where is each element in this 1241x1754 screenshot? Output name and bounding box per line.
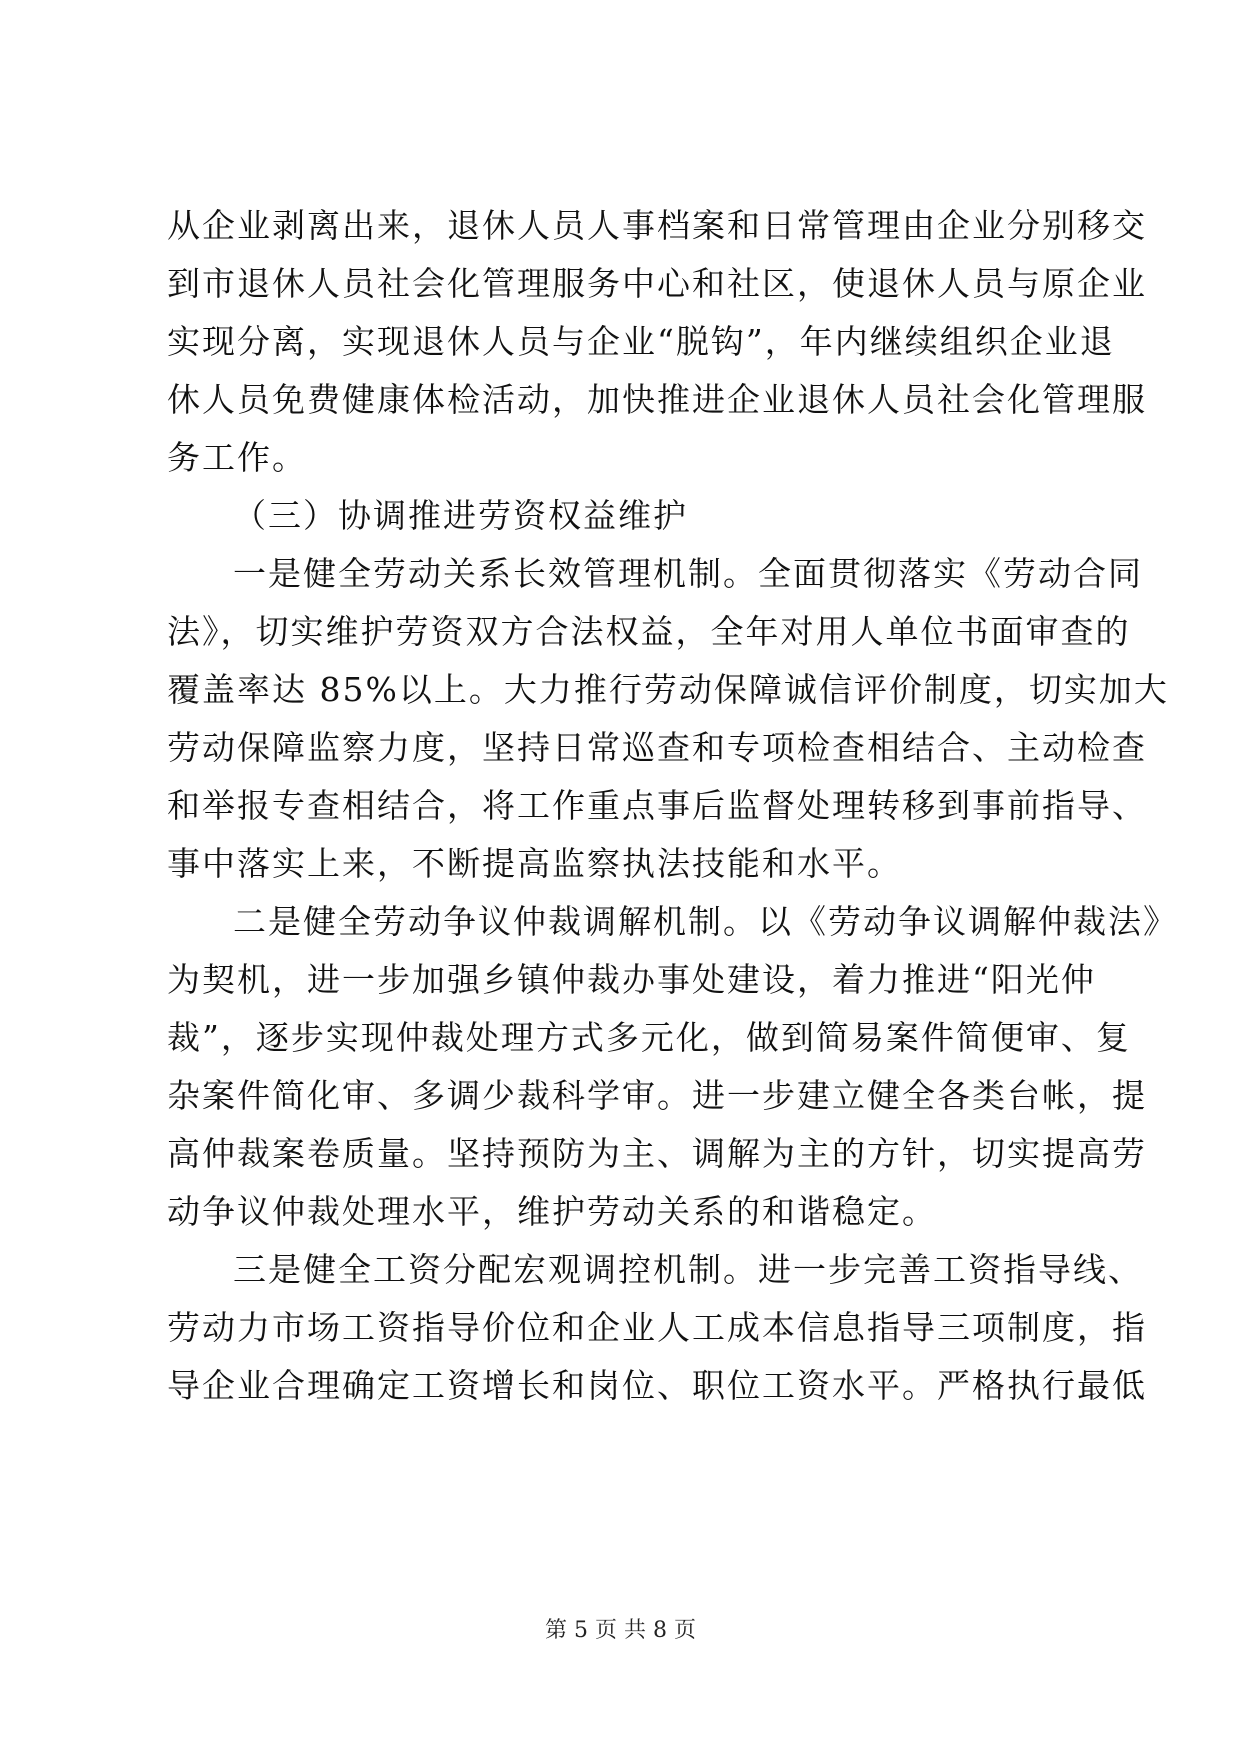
text-line: 休人员免费健康体检活动，加快推进企业退休人员社会化管理服 — [167, 380, 1147, 419]
text-line: 从企业剥离出来，退休人员人事档案和日常管理由企业分别移交 — [167, 206, 1147, 245]
text-line: 杂案件简化审、多调少裁科学审。进一步建立健全各类台帐，提 — [167, 1076, 1147, 1115]
text-line: 务工作。 — [167, 438, 307, 477]
paragraph-first-line: 三是健全工资分配宏观调控机制。进一步完善工资指导线、 — [233, 1250, 1143, 1289]
paragraph-first-line: 一是健全劳动关系长效管理机制。全面贯彻落实《劳动合同 — [233, 554, 1143, 593]
text-line: 裁”，逐步实现仲裁处理方式多元化，做到简易案件简便审、复 — [167, 1018, 1131, 1057]
text-line: 劳动保障监察力度，坚持日常巡查和专项检查相结合、主动检查 — [167, 728, 1147, 767]
text-line: 和举报专查相结合，将工作重点事后监督处理转移到事前指导、 — [167, 786, 1147, 825]
text-line: 劳动力市场工资指导价位和企业人工成本信息指导三项制度，指 — [167, 1308, 1147, 1347]
text-line: 法》，切实维护劳资双方合法权益，全年对用人单位书面审查的 — [167, 612, 1131, 651]
text-line: 为契机，进一步加强乡镇仲裁办事处建设，着力推进“阳光仲 — [167, 960, 1096, 999]
text-line: 到市退休人员社会化管理服务中心和社区，使退休人员与原企业 — [167, 264, 1147, 303]
text-line: 动争议仲裁处理水平，维护劳动关系的和谐稳定。 — [167, 1192, 937, 1231]
text-line: 实现分离，实现退休人员与企业“脱钩”，年内继续组织企业退 — [167, 322, 1115, 361]
section-heading: （三）协调推进劳资权益维护 — [233, 496, 688, 535]
text-line: 事中落实上来，不断提高监察执法技能和水平。 — [167, 844, 902, 883]
text-line: 导企业合理确定工资增长和岗位、职位工资水平。严格执行最低 — [167, 1366, 1147, 1405]
page-number: 第 5 页 共 8 页 — [545, 1618, 696, 1643]
paragraph-first-line: 二是健全劳动争议仲裁调解机制。以《劳动争议调解仲裁法》 — [233, 902, 1178, 941]
text-line: 高仲裁案卷质量。坚持预防为主、调解为主的方针，切实提高劳 — [167, 1134, 1147, 1173]
text-line: 覆盖率达 85%以上。大力推行劳动保障诚信评价制度，切实加大 — [167, 670, 1169, 709]
